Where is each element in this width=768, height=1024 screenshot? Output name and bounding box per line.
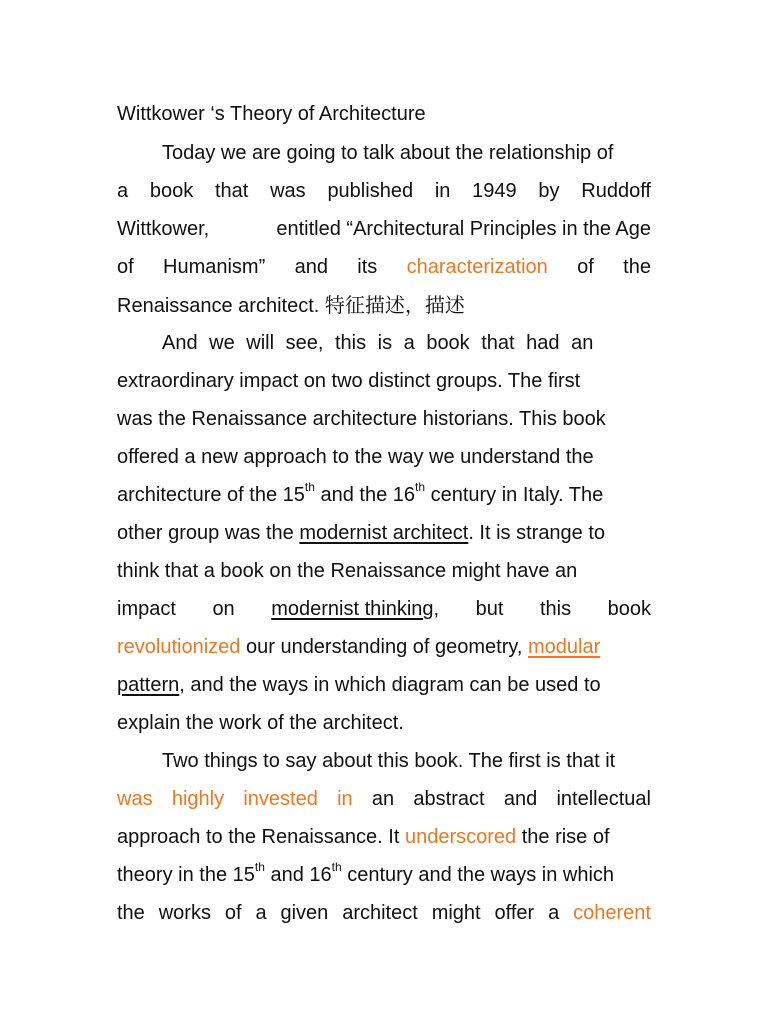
word: a — [117, 180, 129, 202]
word: of — [117, 256, 134, 278]
word: in — [434, 180, 451, 202]
text-line-13 — [117, 595, 651, 633]
text-line-2 — [117, 177, 651, 215]
text-line-10 — [117, 481, 651, 519]
text-line-4 — [117, 253, 651, 291]
superscript: th — [304, 481, 315, 495]
text-run: the rise of — [516, 826, 610, 848]
text-run: our understanding of geometry, — [240, 636, 528, 658]
text-line-15 — [117, 671, 651, 709]
text-line-7 — [117, 367, 651, 405]
highlighted-word: highly — [171, 788, 225, 810]
word: Ruddoff — [581, 180, 651, 202]
highlighted-word: revolutionized — [117, 636, 241, 658]
text-run: explain the work of the architect. — [117, 712, 404, 734]
superscript: th — [415, 481, 426, 495]
word: might — [431, 902, 481, 924]
text-line-21 — [117, 899, 651, 937]
text-run: was the Renaissance architecture historians. This book — [117, 408, 606, 430]
word: was — [270, 180, 306, 202]
word: works — [158, 902, 211, 924]
document-title: Wittkower ‘s Theory of Architecture — [117, 103, 426, 125]
text-run: Renaissance architect. — [117, 295, 325, 317]
text-line-20 — [117, 861, 651, 899]
word: 1949 — [472, 180, 517, 202]
text-run: theory in the 15 — [117, 864, 255, 886]
highlighted-word: underscored — [404, 826, 517, 848]
word: and — [294, 256, 328, 278]
text-line-14 — [117, 633, 651, 671]
word: book — [607, 598, 651, 620]
word: and — [503, 788, 538, 810]
highlighted-word: was — [117, 788, 153, 810]
word: of — [224, 902, 242, 924]
word: architect — [342, 902, 418, 924]
text-run: And we will see, this is a book that had an — [162, 332, 594, 354]
text-line-5 — [117, 291, 651, 329]
word: of — [577, 256, 594, 278]
word: given — [280, 902, 329, 924]
word: Humanism” — [163, 256, 266, 278]
highlighted-word: invested — [243, 788, 318, 810]
underlined-word: pattern — [117, 674, 180, 696]
word: an — [371, 788, 395, 810]
word: by — [538, 180, 560, 202]
highlighted-underlined-word: modular — [528, 636, 601, 658]
text-run: architecture of the 15 — [117, 484, 305, 506]
highlighted-word: coherent — [573, 902, 651, 924]
text-run: century and the ways in which — [341, 864, 615, 886]
word: a — [255, 902, 267, 924]
text-line-19 — [117, 823, 651, 861]
text-run: Two things to say about this book. The first is that it — [162, 750, 616, 772]
text-run: Wittkower, — [117, 218, 210, 240]
text-run: other group was the — [117, 522, 300, 544]
text-run: extraordinary impact on two distinct groups. The first — [117, 370, 581, 392]
text-line-18 — [117, 785, 651, 823]
text-line-11 — [117, 519, 651, 557]
chinese-annotation: 特征描述，描述 — [324, 293, 465, 317]
underlined-phrase: modernist architect — [299, 522, 469, 544]
text-run: entitled “Architectural Principles in the Age — [276, 218, 651, 240]
text-line-12 — [117, 557, 651, 595]
text-line-17 — [162, 747, 651, 785]
word: its — [357, 256, 378, 278]
word: a — [548, 902, 560, 924]
highlighted-word: in — [337, 788, 353, 810]
superscript: th — [254, 861, 265, 875]
text-run: think that a book on the Renaissance might have an — [117, 560, 578, 582]
word: book — [149, 180, 194, 202]
text-line-6 — [162, 329, 651, 367]
text-line-16 — [117, 709, 651, 747]
punctuation: , — [433, 598, 440, 620]
highlighted-word: characterization — [406, 256, 548, 278]
text-run: . It is strange to — [468, 522, 606, 544]
word: this — [539, 598, 572, 620]
word: that — [215, 180, 249, 202]
text-run: and 16 — [264, 864, 332, 886]
word: impact — [117, 598, 176, 620]
text-line-8 — [117, 405, 651, 443]
word: on — [212, 598, 235, 620]
text-run: offered a new approach to the way we understand the — [117, 446, 594, 468]
text-run: approach to the Renaissance. It — [117, 826, 405, 848]
text-run: Today we are going to talk about the relationship of — [162, 142, 614, 164]
text-line-9 — [117, 443, 651, 481]
word: abstract — [413, 788, 485, 810]
word: the — [623, 256, 651, 278]
word: published — [327, 180, 414, 202]
text-line-1 — [162, 139, 651, 177]
underlined-phrase: modernist thinking — [271, 598, 434, 620]
word: but — [475, 598, 504, 620]
word: the — [117, 902, 145, 924]
text-run: and the 16 — [314, 484, 415, 506]
superscript: th — [331, 861, 342, 875]
text-run: , and the ways in which diagram can be used to — [179, 674, 601, 696]
word: intellectual — [556, 788, 651, 810]
word: offer — [494, 902, 535, 924]
text-line-3 — [117, 215, 651, 253]
text-run: century in Italy. The — [425, 484, 604, 506]
